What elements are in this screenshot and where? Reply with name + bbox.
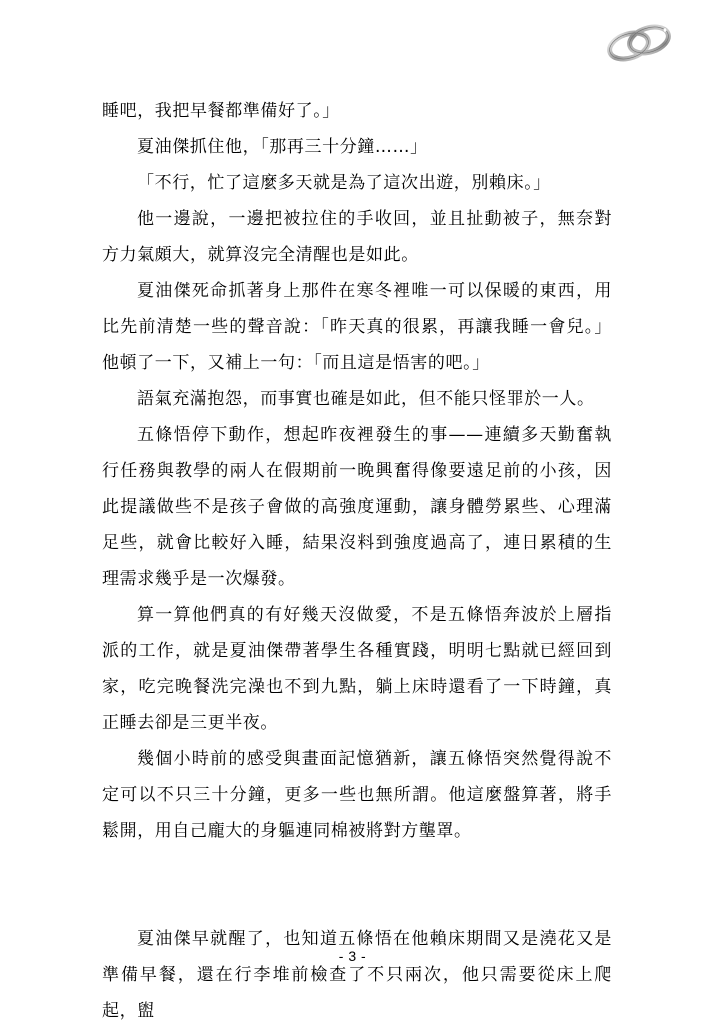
document-body (102, 93, 612, 1029)
paragraph-5: 夏油傑死命抓著身上那件在寒冬裡唯一可以保暖的東西，用比先前清楚一些的聲音說：「昨天真的很累，再讓我睡一會兒。」他頓了一下，又補上一句：「而且這是悟害的吧。」 (102, 281, 612, 373)
paragraph-4: 他一邊說，一邊把被拉住的手收回，並且扯動被子，無奈對方力氣頗大，就算沒完全清醒也是如此。 (102, 209, 612, 265)
section-break (102, 849, 612, 921)
rings-icon (601, 16, 677, 68)
paragraph-10: 夏油傑早就醒了，也知道五條悟在他賴床期間又是澆花又是準備早餐，還在行李堆前檢查了不只兩次，他只需要從床上爬起，盥 (102, 929, 612, 1021)
paragraph-2: 夏油傑抓住他，「那再三十分鐘……」 (137, 137, 428, 157)
paragraph-1: 睡吧，我把早餐都準備好了。」 (102, 101, 340, 121)
page-number: - 3 - (338, 948, 367, 964)
paragraph-9: 幾個小時前的感受與畫面記憶猶新，讓五條悟突然覺得說不定可以不只三十分鐘，更多一些也無所謂。他這麼盤算著，將手鬆開，用自己龐大的身軀連同棉被將對方壟罩。 (102, 749, 612, 841)
paragraph-7: 五條悟停下動作，想起昨夜裡發生的事——連續多天勤奮執行任務與教學的兩人在假期前一晚興奮得像要遠足前的小孩，因此提議做些不是孩子會做的高強度運動，讓身體勞累些、心理滿足些，就會比較好入睡，結果沒料到強度過高了，連日累積的生理需求幾乎是一次爆發。 (102, 425, 612, 589)
paragraph-8: 算一算他們真的有好幾天沒做愛，不是五條悟奔波於上層指派的工作，就是夏油傑帶著學生各種實踐，明明七點就已經回到家，吃完晚餐洗完澡也不到九點，躺上床時還看了一下時鐘，真正睡去卻是三更半夜。 (102, 605, 612, 733)
paragraph-3: 「不行，忙了這麼多天就是為了這次出遊，別賴床。」 (137, 173, 551, 193)
paragraph-6: 語氣充滿抱怨，而事實也確是如此，但不能只怪罪於一人。 (137, 389, 595, 409)
